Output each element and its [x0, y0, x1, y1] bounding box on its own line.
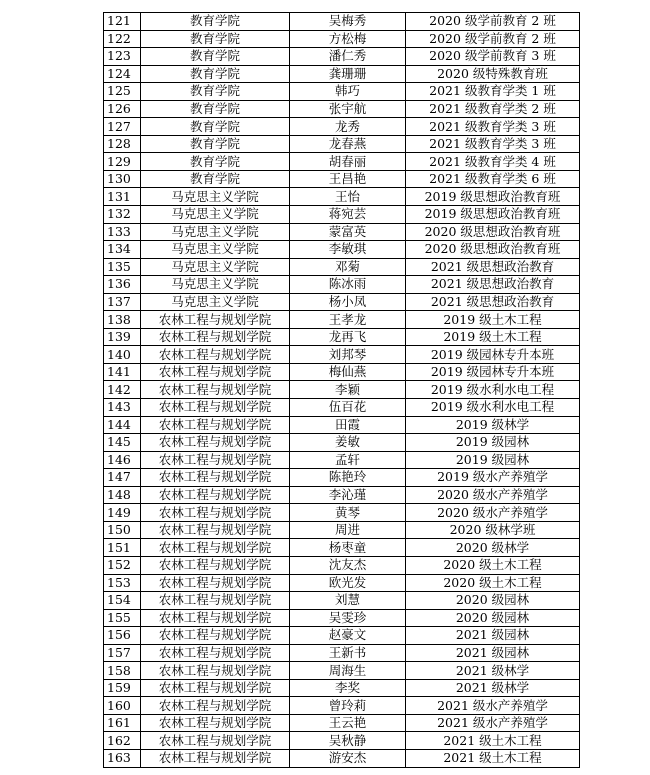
table-row	[104, 170, 580, 188]
table-row	[104, 714, 580, 732]
table-row	[104, 65, 580, 83]
table-row	[104, 399, 580, 417]
table-row	[104, 223, 580, 241]
college-cell: 农林工程与规划学院	[141, 644, 290, 662]
student-name-cell: 曾玲莉	[290, 697, 406, 715]
class-cell: 2020 级水产养殖学	[406, 486, 580, 504]
row-number-cell: 159	[104, 679, 141, 697]
class-cell: 2020 级学前教育 2 班	[406, 13, 580, 31]
college-cell: 农林工程与规划学院	[141, 434, 290, 452]
row-number-cell: 129	[104, 153, 141, 171]
class-cell: 2020 级学前教育 2 班	[406, 30, 580, 48]
student-name-cell: 陈冰雨	[290, 276, 406, 294]
table-row	[104, 556, 580, 574]
class-cell: 2021 级教育学类 1 班	[406, 83, 580, 101]
row-number-cell: 155	[104, 609, 141, 627]
class-cell: 2020 级林学	[406, 539, 580, 557]
row-number-cell: 144	[104, 416, 141, 434]
row-number-cell: 136	[104, 276, 141, 294]
table-row	[104, 662, 580, 680]
row-number-cell: 133	[104, 223, 141, 241]
table-row	[104, 574, 580, 592]
table-row	[104, 48, 580, 66]
row-number-cell: 145	[104, 434, 141, 452]
row-number-cell: 141	[104, 363, 141, 381]
college-cell: 教育学院	[141, 83, 290, 101]
student-name-cell: 龙春燕	[290, 135, 406, 153]
table-row	[104, 363, 580, 381]
row-number-cell: 138	[104, 311, 141, 329]
class-cell: 2021 级教育学类 6 班	[406, 170, 580, 188]
student-name-cell: 黄琴	[290, 504, 406, 522]
class-cell: 2020 级林学班	[406, 521, 580, 539]
college-cell: 农林工程与规划学院	[141, 592, 290, 610]
table-row	[104, 627, 580, 645]
table-row	[104, 293, 580, 311]
table-row	[104, 346, 580, 364]
class-cell: 2020 级思想政治教育班	[406, 223, 580, 241]
table-row	[104, 83, 580, 101]
college-cell: 农林工程与规划学院	[141, 556, 290, 574]
class-cell: 2021 级园林	[406, 627, 580, 645]
row-number-cell: 142	[104, 381, 141, 399]
table-row	[104, 258, 580, 276]
table-row	[104, 416, 580, 434]
class-cell: 2019 级园林专升本班	[406, 363, 580, 381]
row-number-cell: 161	[104, 714, 141, 732]
college-cell: 马克思主义学院	[141, 241, 290, 259]
row-number-cell: 122	[104, 30, 141, 48]
college-cell: 马克思主义学院	[141, 206, 290, 224]
student-name-cell: 王昌艳	[290, 170, 406, 188]
class-cell: 2021 级土木工程	[406, 749, 580, 767]
table-row	[104, 100, 580, 118]
class-cell: 2019 级林学	[406, 416, 580, 434]
class-cell: 2021 级教育学类 2 班	[406, 100, 580, 118]
class-cell: 2019 级土木工程	[406, 311, 580, 329]
row-number-cell: 153	[104, 574, 141, 592]
student-name-cell: 潘仁秀	[290, 48, 406, 66]
student-name-cell: 李奖	[290, 679, 406, 697]
row-number-cell: 160	[104, 697, 141, 715]
student-name-cell: 游安杰	[290, 749, 406, 767]
table-row	[104, 609, 580, 627]
college-cell: 农林工程与规划学院	[141, 504, 290, 522]
student-name-cell: 沈友杰	[290, 556, 406, 574]
student-name-cell: 吴雯珍	[290, 609, 406, 627]
class-cell: 2019 级土木工程	[406, 328, 580, 346]
row-number-cell: 148	[104, 486, 141, 504]
table-row	[104, 486, 580, 504]
student-name-cell: 刘邦琴	[290, 346, 406, 364]
college-cell: 农林工程与规划学院	[141, 697, 290, 715]
student-name-cell: 孟轩	[290, 451, 406, 469]
row-number-cell: 157	[104, 644, 141, 662]
student-name-cell: 胡春丽	[290, 153, 406, 171]
row-number-cell: 156	[104, 627, 141, 645]
class-cell: 2021 级林学	[406, 679, 580, 697]
student-name-cell: 杨小凤	[290, 293, 406, 311]
table-row	[104, 434, 580, 452]
college-cell: 农林工程与规划学院	[141, 328, 290, 346]
row-number-cell: 154	[104, 592, 141, 610]
student-name-cell: 蒙富英	[290, 223, 406, 241]
row-number-cell: 139	[104, 328, 141, 346]
table-row	[104, 30, 580, 48]
student-name-cell: 龙再飞	[290, 328, 406, 346]
class-cell: 2020 级思想政治教育班	[406, 241, 580, 259]
student-name-cell: 王孝龙	[290, 311, 406, 329]
class-cell: 2021 级园林	[406, 644, 580, 662]
college-cell: 教育学院	[141, 100, 290, 118]
college-cell: 农林工程与规划学院	[141, 627, 290, 645]
row-number-cell: 140	[104, 346, 141, 364]
row-number-cell: 137	[104, 293, 141, 311]
college-cell: 农林工程与规划学院	[141, 574, 290, 592]
college-cell: 农林工程与规划学院	[141, 451, 290, 469]
table-row	[104, 188, 580, 206]
student-name-cell: 龚珊珊	[290, 65, 406, 83]
student-name-cell: 李敏琪	[290, 241, 406, 259]
class-cell: 2019 级水利水电工程	[406, 399, 580, 417]
row-number-cell: 146	[104, 451, 141, 469]
table-row	[104, 13, 580, 31]
class-cell: 2020 级学前教育 3 班	[406, 48, 580, 66]
student-name-cell: 梅仙燕	[290, 363, 406, 381]
row-number-cell: 121	[104, 13, 141, 31]
table-row	[104, 118, 580, 136]
row-number-cell: 128	[104, 135, 141, 153]
student-name-cell: 田霞	[290, 416, 406, 434]
class-cell: 2019 级思想政治教育班	[406, 206, 580, 224]
table-row	[104, 381, 580, 399]
class-cell: 2020 级土木工程	[406, 556, 580, 574]
student-name-cell: 吴秋静	[290, 732, 406, 750]
college-cell: 教育学院	[141, 30, 290, 48]
college-cell: 马克思主义学院	[141, 276, 290, 294]
table-row	[104, 153, 580, 171]
table-row	[104, 539, 580, 557]
roster-body	[104, 13, 580, 768]
college-cell: 农林工程与规划学院	[141, 381, 290, 399]
college-cell: 教育学院	[141, 118, 290, 136]
student-roster-table	[103, 12, 580, 768]
college-cell: 农林工程与规划学院	[141, 539, 290, 557]
college-cell: 农林工程与规划学院	[141, 346, 290, 364]
class-cell: 2021 级林学	[406, 662, 580, 680]
row-number-cell: 124	[104, 65, 141, 83]
row-number-cell: 158	[104, 662, 141, 680]
college-cell: 农林工程与规划学院	[141, 609, 290, 627]
row-number-cell: 130	[104, 170, 141, 188]
class-cell: 2021 级教育学类 3 班	[406, 118, 580, 136]
row-number-cell: 163	[104, 749, 141, 767]
student-name-cell: 李沁瑾	[290, 486, 406, 504]
class-cell: 2020 级水产养殖学	[406, 504, 580, 522]
table-row	[104, 276, 580, 294]
table-row	[104, 644, 580, 662]
college-cell: 教育学院	[141, 135, 290, 153]
student-name-cell: 韩巧	[290, 83, 406, 101]
class-cell: 2019 级园林	[406, 434, 580, 452]
student-name-cell: 赵豪文	[290, 627, 406, 645]
class-cell: 2021 级思想政治教育	[406, 276, 580, 294]
student-name-cell: 欧光发	[290, 574, 406, 592]
college-cell: 农林工程与规划学院	[141, 486, 290, 504]
class-cell: 2021 级教育学类 3 班	[406, 135, 580, 153]
student-name-cell: 刘慧	[290, 592, 406, 610]
college-cell: 农林工程与规划学院	[141, 469, 290, 487]
table-row	[104, 521, 580, 539]
table-row	[104, 311, 580, 329]
class-cell: 2019 级园林专升本班	[406, 346, 580, 364]
class-cell: 2020 级园林	[406, 609, 580, 627]
student-name-cell: 陈艳玲	[290, 469, 406, 487]
class-cell: 2019 级水产养殖学	[406, 469, 580, 487]
college-cell: 农林工程与规划学院	[141, 363, 290, 381]
class-cell: 2021 级思想政治教育	[406, 258, 580, 276]
student-name-cell: 王新书	[290, 644, 406, 662]
table-row	[104, 469, 580, 487]
college-cell: 教育学院	[141, 170, 290, 188]
row-number-cell: 125	[104, 83, 141, 101]
table-row	[104, 328, 580, 346]
class-cell: 2021 级思想政治教育	[406, 293, 580, 311]
student-name-cell: 张宇航	[290, 100, 406, 118]
college-cell: 农林工程与规划学院	[141, 732, 290, 750]
row-number-cell: 162	[104, 732, 141, 750]
college-cell: 马克思主义学院	[141, 188, 290, 206]
class-cell: 2020 级园林	[406, 592, 580, 610]
student-name-cell: 周进	[290, 521, 406, 539]
row-number-cell: 152	[104, 556, 141, 574]
college-cell: 农林工程与规划学院	[141, 416, 290, 434]
college-cell: 农林工程与规划学院	[141, 311, 290, 329]
table-row	[104, 679, 580, 697]
class-cell: 2021 级水产养殖学	[406, 697, 580, 715]
table-row	[104, 732, 580, 750]
student-name-cell: 方松梅	[290, 30, 406, 48]
row-number-cell: 131	[104, 188, 141, 206]
student-name-cell: 邓菊	[290, 258, 406, 276]
college-cell: 教育学院	[141, 65, 290, 83]
row-number-cell: 132	[104, 206, 141, 224]
college-cell: 农林工程与规划学院	[141, 679, 290, 697]
table-row	[104, 241, 580, 259]
college-cell: 教育学院	[141, 13, 290, 31]
college-cell: 农林工程与规划学院	[141, 662, 290, 680]
table-row	[104, 504, 580, 522]
row-number-cell: 151	[104, 539, 141, 557]
class-cell: 2021 级土木工程	[406, 732, 580, 750]
row-number-cell: 147	[104, 469, 141, 487]
college-cell: 马克思主义学院	[141, 223, 290, 241]
row-number-cell: 149	[104, 504, 141, 522]
student-name-cell: 李颖	[290, 381, 406, 399]
row-number-cell: 123	[104, 48, 141, 66]
student-name-cell: 吴梅秀	[290, 13, 406, 31]
class-cell: 2019 级思想政治教育班	[406, 188, 580, 206]
college-cell: 农林工程与规划学院	[141, 399, 290, 417]
college-cell: 农林工程与规划学院	[141, 521, 290, 539]
college-cell: 农林工程与规划学院	[141, 714, 290, 732]
student-name-cell: 杨枣童	[290, 539, 406, 557]
table-row	[104, 749, 580, 767]
table-row	[104, 697, 580, 715]
class-cell: 2020 级土木工程	[406, 574, 580, 592]
student-name-cell: 伍百花	[290, 399, 406, 417]
class-cell: 2021 级水产养殖学	[406, 714, 580, 732]
student-name-cell: 王怡	[290, 188, 406, 206]
row-number-cell: 134	[104, 241, 141, 259]
row-number-cell: 143	[104, 399, 141, 417]
student-name-cell: 蒋宛芸	[290, 206, 406, 224]
row-number-cell: 126	[104, 100, 141, 118]
row-number-cell: 150	[104, 521, 141, 539]
college-cell: 马克思主义学院	[141, 293, 290, 311]
table-row	[104, 451, 580, 469]
class-cell: 2019 级水利水电工程	[406, 381, 580, 399]
class-cell: 2021 级教育学类 4 班	[406, 153, 580, 171]
student-name-cell: 龙秀	[290, 118, 406, 136]
college-cell: 教育学院	[141, 48, 290, 66]
table-row	[104, 206, 580, 224]
row-number-cell: 135	[104, 258, 141, 276]
class-cell: 2020 级特殊教育班	[406, 65, 580, 83]
student-name-cell: 姜敏	[290, 434, 406, 452]
table-row	[104, 135, 580, 153]
student-name-cell: 王云艳	[290, 714, 406, 732]
table-row	[104, 592, 580, 610]
college-cell: 马克思主义学院	[141, 258, 290, 276]
college-cell: 农林工程与规划学院	[141, 749, 290, 767]
row-number-cell: 127	[104, 118, 141, 136]
student-name-cell: 周海生	[290, 662, 406, 680]
class-cell: 2019 级园林	[406, 451, 580, 469]
college-cell: 教育学院	[141, 153, 290, 171]
